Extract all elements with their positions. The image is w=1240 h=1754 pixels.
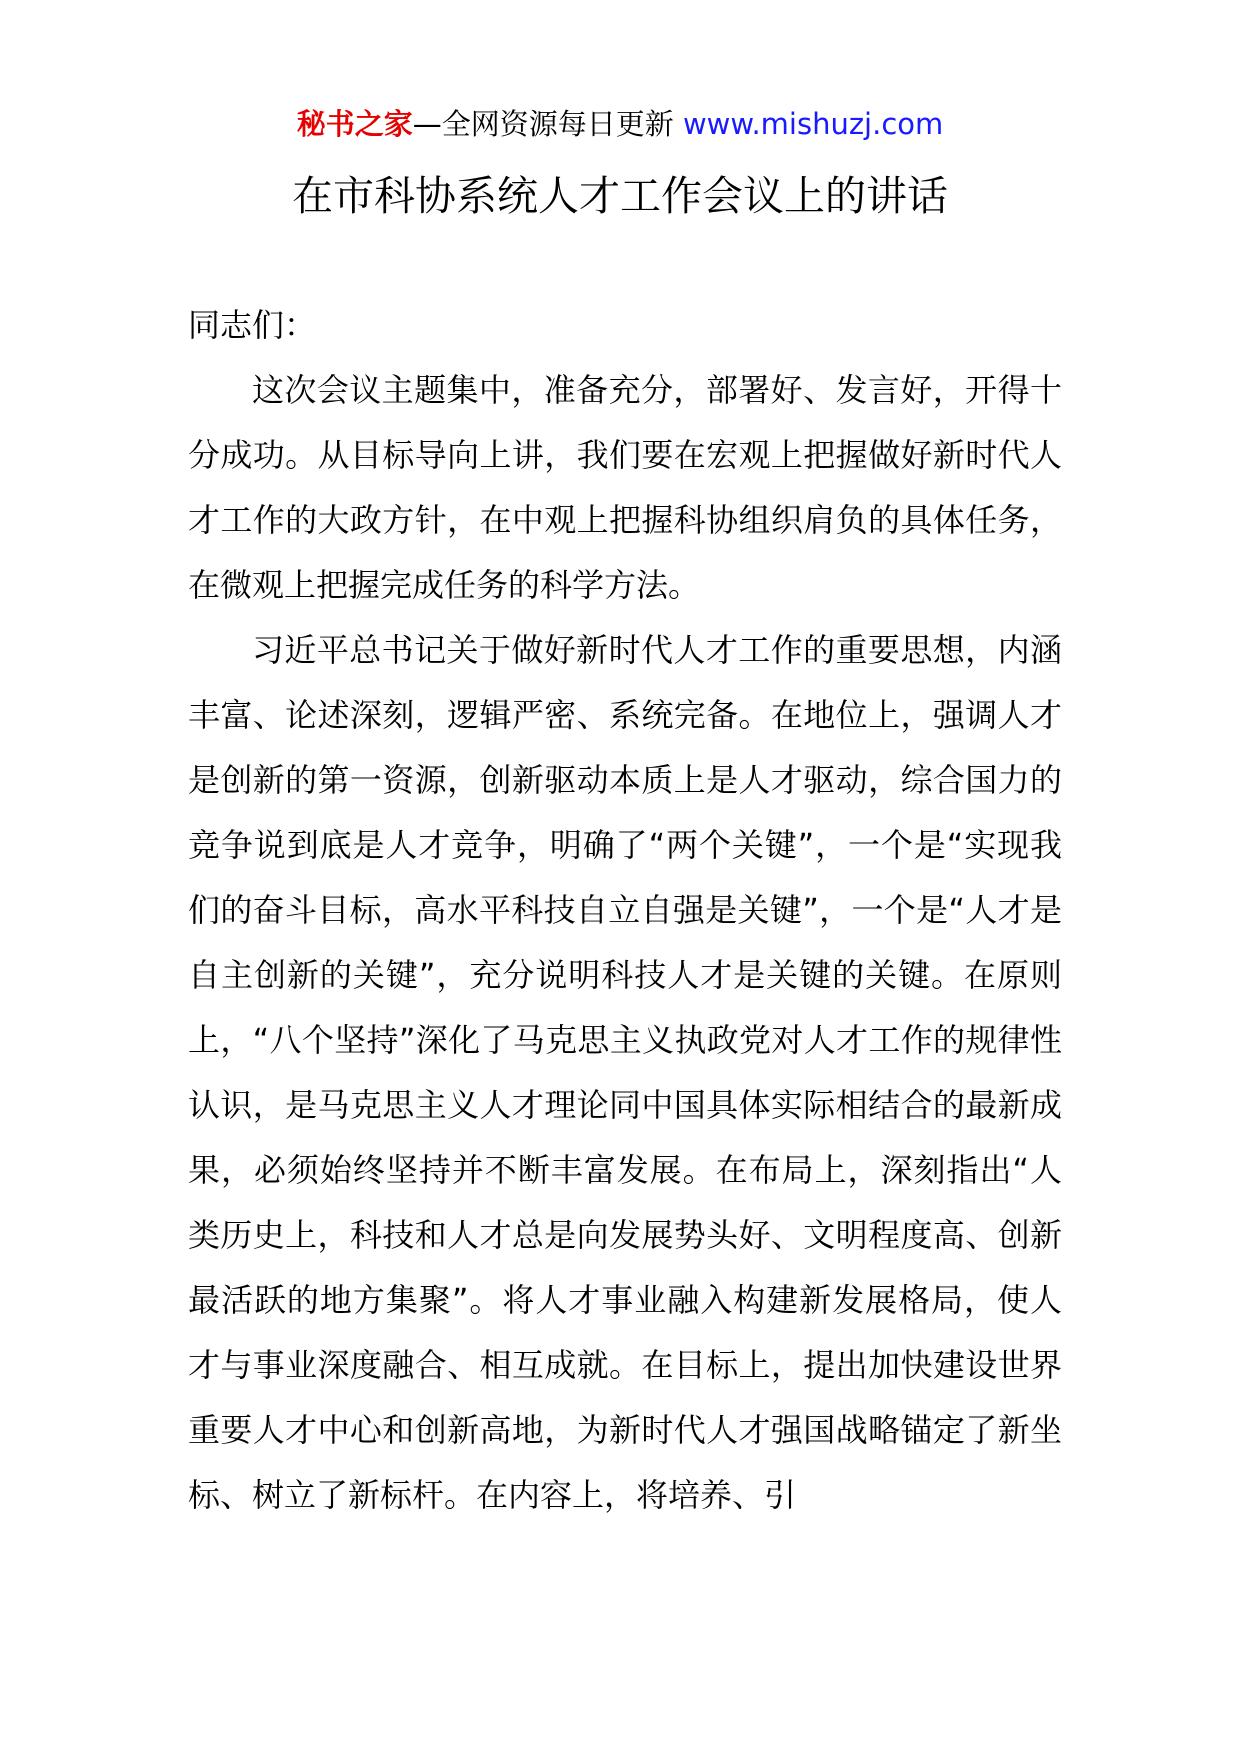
site-url-link[interactable]: www.mishuzj.com [682,107,944,141]
document-body [188,293,1062,1528]
site-header [0,104,1240,144]
salutation: 同志们： [188,306,317,344]
site-tagline: —全网资源每日更新 [412,107,683,141]
document-title: 在市科协系统人才工作会议上的讲话 [292,172,948,220]
paragraph-1: 这次会议主题集中，准备充分，部署好、发言好，开得十分成功。从目标导向上讲，我们要在宏观上把握做好新时代人才工作的大政方针，在中观上把握科协组织肩负的具体任务，在微观上把握完成任务的科学方法。 [188,371,1062,604]
site-name: 秘书之家 [296,107,413,141]
paragraph-2: 习近平总书记关于做好新时代人才工作的重要思想，内涵丰富、论述深刻，逻辑严密、系统完备。在地位上，强调人才是创新的第一资源，创新驱动本质上是人才驱动，综合国力的竞争说到底是人才竞争，明确了“两个关键”，一个是“实现我们的奋斗目标，高水平科技自立自强是关键”，一个是“人才是自主创新的关键”，充分说明科技人才是关键的关键。在原则上，“八个坚持”深化了马克思主义执政党对人才工作的规律性认识，是马克思主义人才理论同中国具体实际相结合的最新成果，必须始终坚持并不断丰富发展。在布局上，深刻指出“人类历史上，科技和人才总是向发展势头好、文明程度高、创新最活跃的地方集聚”。将人才事业融入构建新发展格局，使人才与事业深度融合、相互成就。在目标上，提出加快建设世界重要人才中心和创新高地，为新时代人才强国战略锚定了新坐标、树立了新标杆。在内容上，将培养、引 [188,631,1062,1514]
